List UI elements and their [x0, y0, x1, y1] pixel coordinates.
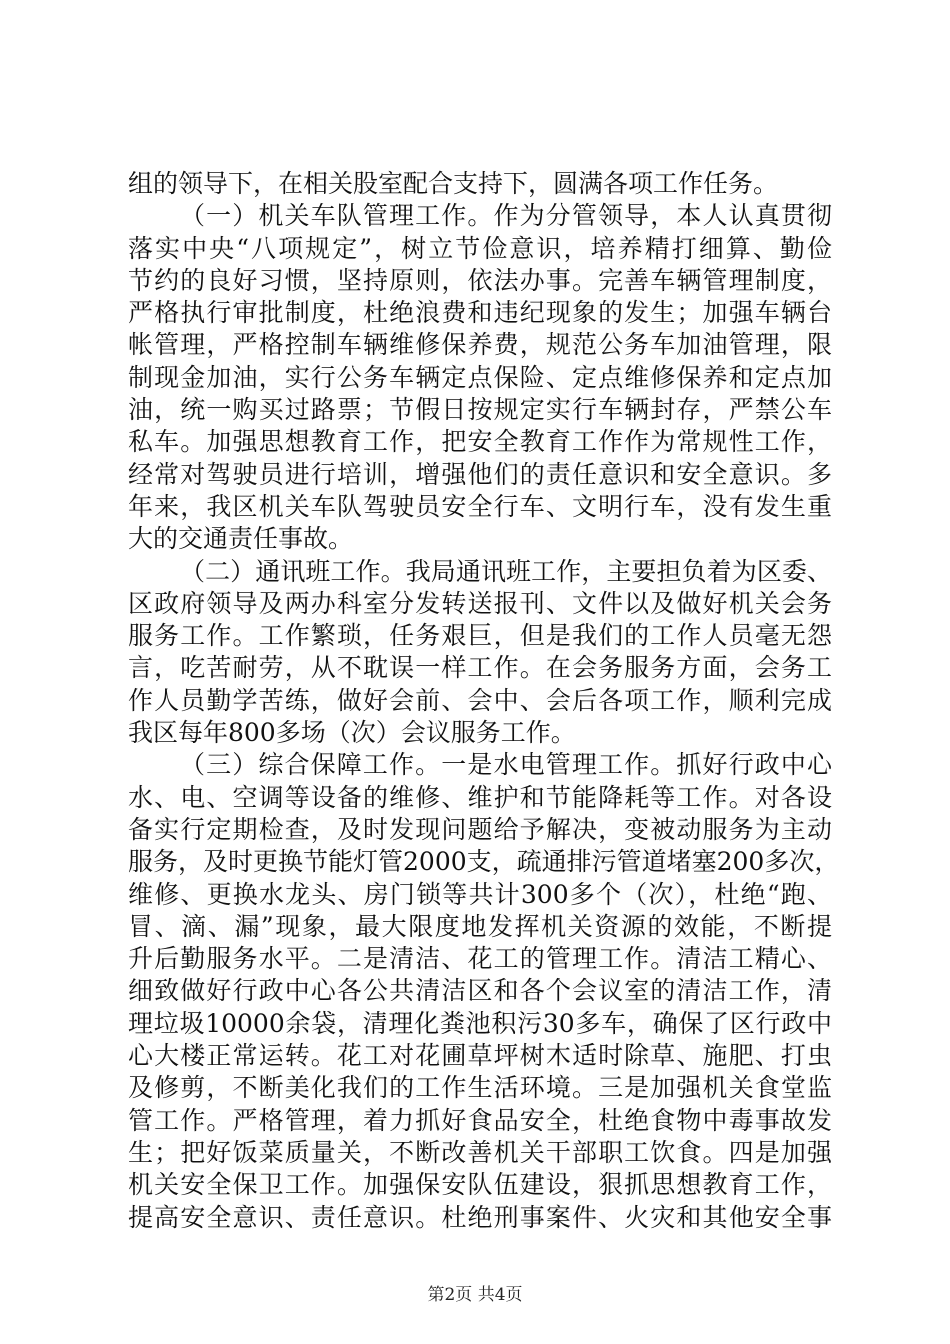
text-line: 帐管理，严格控制车辆维修保养费，规范公务车加油管理，限: [128, 330, 832, 360]
text-line: 提高安全意识、责任意识。杜绝刑事案件、火灾和其他安全事: [128, 1202, 832, 1232]
text-line: 作人员勤学苦练，做好会前、会中、会后各项工作，顺利完成: [128, 685, 832, 715]
text-line: （一）机关车队管理工作。作为分管领导，本人认真贯彻: [180, 201, 832, 231]
text-line: 水、电、空调等设备的维修、维护和节能降耗等工作。对各设: [128, 782, 832, 812]
text-line: 细致做好行政中心各公共清洁区和各个会议室的清洁工作，清: [128, 976, 832, 1006]
text-line: 备实行定期检查，及时发现问题给予解决，变被动服务为主动: [128, 814, 832, 844]
text-line: 油，统一购买过路票；节假日按规定实行车辆封存，严禁公车: [128, 395, 832, 425]
text-line: （二）通讯班工作。我局通讯班工作，主要担负着为区委、: [180, 556, 832, 586]
document-body: [128, 168, 840, 1234]
text-line: 理垃圾10000余袋，清理化粪池积污30多车，确保了区行政中: [128, 1008, 832, 1038]
text-line: 区政府领导及两办科室分发转送报刊、文件以及做好机关会务: [128, 588, 832, 618]
text-line: 生；把好饭菜质量关，不断改善机关干部职工饮食。四是加强: [128, 1137, 832, 1167]
text-line: 服务工作。工作繁琐，任务艰巨，但是我们的工作人员毫无怨: [128, 621, 832, 651]
text-line: 我区每年800多场（次）会议服务工作。: [128, 718, 576, 748]
text-line: 冒、滴、漏”现象，最大限度地发挥机关资源的效能，不断提: [128, 911, 832, 941]
text-line: 经常对驾驶员进行培训，增强他们的责任意识和安全意识。多: [128, 459, 832, 489]
text-line: 维修、更换水龙头、房门锁等共计300多个（次），杜绝“跑、: [128, 879, 832, 909]
text-line: 节约的良好习惯，坚持原则，依法办事。完善车辆管理制度，: [128, 265, 832, 295]
text-line: 落实中央“八项规定”，树立节俭意识，培养精打细算、勤俭: [128, 233, 832, 263]
text-line: 服务，及时更换节能灯管2000支，疏通排污管道堵塞200多次，: [128, 847, 840, 877]
text-line: 年来，我区机关车队驾驶员安全行车、文明行车，没有发生重: [128, 491, 832, 521]
text-line: 升后勤服务水平。二是清洁、花工的管理工作。清洁工精心、: [128, 944, 832, 974]
text-line: 大的交通责任事故。: [128, 524, 354, 554]
text-line: 及修剪，不断美化我们的工作生活环境。三是加强机关食堂监: [128, 1073, 832, 1103]
text-line: 私车。加强思想教育工作，把安全教育工作作为常规性工作，: [128, 427, 832, 457]
page-number-footer: 第2页 共4页: [427, 1285, 523, 1305]
text-line: 言，吃苦耐劳，从不耽误一样工作。在会务服务方面，会务工: [128, 653, 832, 683]
text-line: 机关安全保卫工作。加强保安队伍建设，狠抓思想教育工作，: [128, 1170, 832, 1200]
text-line: 严格执行审批制度，杜绝浪费和违纪现象的发生；加强车辆台: [128, 298, 832, 328]
text-line: 管工作。严格管理，着力抓好食品安全，杜绝食物中毒事故发: [128, 1105, 832, 1135]
text-line: 组的领导下，在相关股室配合支持下，圆满各项工作任务。: [128, 169, 779, 198]
text-line: 心大楼正常运转。花工对花圃草坪树木适时除草、施肥、打虫: [128, 1041, 832, 1071]
text-line: 制现金加油，实行公务车辆定点保险、定点维修保养和定点加: [128, 362, 832, 392]
text-line: （三）综合保障工作。一是水电管理工作。抓好行政中心: [180, 750, 832, 780]
